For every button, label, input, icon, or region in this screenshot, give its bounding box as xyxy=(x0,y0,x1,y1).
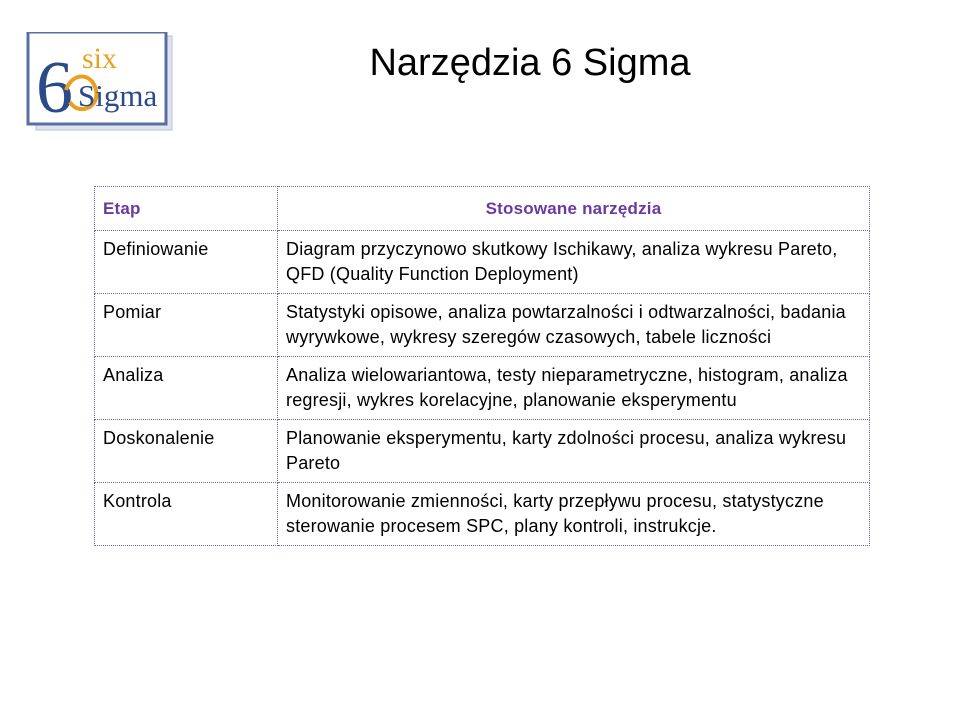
header-tools: Stosowane narzędzia xyxy=(278,187,870,231)
table-row xyxy=(95,357,870,420)
table-row xyxy=(95,231,870,294)
stage-cell: Definiowanie xyxy=(95,231,278,294)
logo-numeral: 6 xyxy=(36,47,73,129)
header-etap: Etap xyxy=(95,187,278,231)
tools-cell: Statystyki opisowe, analiza powtarzalności i odtwarzalności, badania wyrywkowe, wykresy szeregów czasowych, tabele liczności xyxy=(278,294,870,357)
table-row xyxy=(95,420,870,483)
six-sigma-logo xyxy=(22,32,174,132)
stage-cell: Pomiar xyxy=(95,294,278,357)
page-title: Narzędzia 6 Sigma xyxy=(369,42,691,84)
tools-table xyxy=(94,186,870,546)
logo-sigma-text: Sigma xyxy=(78,78,158,113)
stage-cell: Doskonalenie xyxy=(95,420,278,483)
tools-cell: Diagram przyczynowo skutkowy Ischikawy, analiza wykresu Pareto, QFD (Quality Function Deployment) xyxy=(278,231,870,294)
logo-six-text: six xyxy=(82,42,118,75)
tools-cell: Analiza wielowariantowa, testy nieparametryczne, histogram, analiza regresji, wykres korelacyjne, planowanie eksperymentu xyxy=(278,357,870,420)
stage-cell: Kontrola xyxy=(95,483,278,546)
tools-cell: Monitorowanie zmienności, karty przepływu procesu, statystyczne sterowanie procesem SPC, plany kontroli, instrukcje. xyxy=(278,483,870,546)
stage-cell: Analiza xyxy=(95,357,278,420)
table-row xyxy=(95,294,870,357)
table-header-row xyxy=(95,187,870,231)
table-row xyxy=(95,483,870,546)
tools-cell: Planowanie eksperymentu, karty zdolności procesu, analiza wykresu Pareto xyxy=(278,420,870,483)
